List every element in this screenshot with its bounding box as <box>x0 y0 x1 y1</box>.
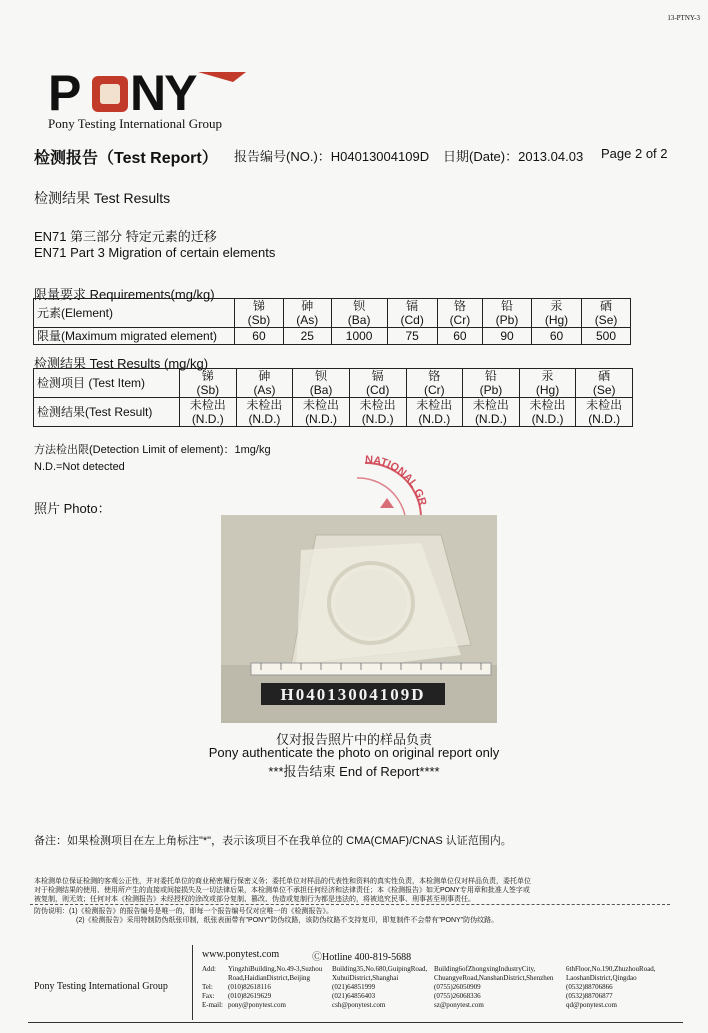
table-row <box>34 398 633 427</box>
result-cell: 未检出 (N.D.) <box>293 398 350 427</box>
sample-image <box>221 515 497 723</box>
element-cell: 硒 (Se) <box>582 299 631 328</box>
address-labels: Add: Tel: Fax: E-mail: <box>202 965 223 1009</box>
table-row <box>34 369 633 398</box>
item-cell: 汞 (Hg) <box>519 369 576 398</box>
element-cell: 锑 (Sb) <box>235 299 284 328</box>
company-name: Pony Testing International Group <box>48 116 222 131</box>
limit-cell: 1000 <box>331 328 387 345</box>
section-test-results: 检测结果 Test Results <box>34 190 171 206</box>
table-row <box>34 299 631 328</box>
anti-fake-note: 防伪说明：(1)《检测报告》的报告编号是唯一的，即每一个报告编号仅对应唯一的《检测报告》。 (2)《检测报告》采用特制防伪纸张印制，纸张表面带有"PONY"防伪纹路，该防伪纹路不支持复印，即复制件不会带有"PONY"防伪纹路。 <box>34 908 499 924</box>
copyright-icon: Ⓒ <box>312 952 322 963</box>
end-of-report: ***报告结束 End of Report**** <box>268 764 440 779</box>
requirements-table <box>33 298 631 345</box>
result-cell: 未检出 (N.D.) <box>519 398 576 427</box>
result-cell: 未检出 (N.D.) <box>236 398 293 427</box>
svg-text:NY: NY <box>130 68 196 118</box>
sample-photo <box>221 515 497 723</box>
limit-cell: 60 <box>235 328 284 345</box>
row-label: 检测结果(Test Result) <box>34 398 180 427</box>
row-label: 限量(Maximum migrated element) <box>34 328 235 345</box>
limit-cell: 500 <box>582 328 631 345</box>
limit-cell: 25 <box>283 328 331 345</box>
result-cell: 未检出 (N.D.) <box>463 398 520 427</box>
item-cell: 钡 (Ba) <box>293 369 350 398</box>
address-shanghai: Building35,No.680,GuipingRoad, XuhuiDistrict,Shanghai (021)64851999 (021)64856403 csh@ponytest.com <box>332 965 428 1009</box>
standard-cn: EN71 第三部分 特定元素的迁移 <box>34 229 217 244</box>
photo-caption-en: Pony authenticate the photo on original report only <box>208 745 500 760</box>
result-cell: 未检出 (N.D.) <box>180 398 237 427</box>
standard-en: EN71 Part 3 Migration of certain elements <box>34 245 276 260</box>
footer-bottom-line <box>28 1022 683 1023</box>
svg-text:NATIONAL GR: NATIONAL GR <box>364 453 429 508</box>
result-cell: 未检出 (N.D.) <box>349 398 406 427</box>
result-cell: 未检出 (N.D.) <box>406 398 463 427</box>
results-caption: 检测结果 Test Results (mg/kg) <box>34 356 209 371</box>
limit-cell: 90 <box>483 328 532 345</box>
remark: 备注：如果检测项目在左上角标注"*"，表示该项目不在我单位的 CMA(CMAF)/CNAS 认证范围内。 <box>34 835 512 847</box>
item-cell: 锑 (Sb) <box>180 369 237 398</box>
result-cell: 未检出 (N.D.) <box>576 398 633 427</box>
disclaimer: 本检测单位保证检测的客观公正性，并对委托单位的商业秘密履行保密义务；委托单位对样品的代表性和资料的真实性负责，本检测单位仅对样品负责，委托单位 对于检测结果的使用、使用所产生的直接或间接损失及一切法律后果，本检测单位不承担任何经济和法律责任；本《检测报告》如无PONY专用章和批准人签字或 被复制，则无效；任何对本《检测报告》未经授权的涂改或部分复制、篡改、伪造或复制行为都是违法的，将被追究民事、刑事甚至刑事责任。 <box>34 878 531 903</box>
hotline: ⒸHotline 400-819-5688 <box>312 952 412 963</box>
limit-cell: 75 <box>387 328 437 345</box>
address-shenzhen: Building6ofZhongxingIndustryCity, ChuangyeRoad,NanshanDistrict,Shenzhen (0755)26050909 (0755)26068336 sz@ponytest.com <box>434 965 554 1009</box>
report-title: 检测报告（Test Report） <box>34 150 218 167</box>
element-cell: 钡 (Ba) <box>331 299 387 328</box>
limit-cell: 60 <box>437 328 482 345</box>
divider <box>30 904 670 905</box>
page-number: Page 2 of 2 <box>601 146 668 161</box>
row-label: 检测项目 (Test Item) <box>34 369 180 398</box>
photo-caption-cn: 仅对报告照片中的样品负责 <box>275 732 432 747</box>
limit-cell: 60 <box>531 328 581 345</box>
nd-note: N.D.=Not detected <box>34 461 125 473</box>
row-label: 元素(Element) <box>34 299 235 328</box>
item-cell: 镉 (Cd) <box>349 369 406 398</box>
address-beijing: YingzhiBuilding,No.49-3,Suzhou Road,HaidianDistrict,Beijing (010)82618116 (010)82619629 pony@ponytest.com <box>228 965 323 1009</box>
address-qingdao: 6thFloor,No.190,ZhuzhouRoad, LaoshanDistrict,Qingdao (0532)88706866 (0532)88706877 qd@ponytest.com <box>566 965 656 1009</box>
detection-limit: 方法检出限(Detection Limit of element)：1mg/kg <box>34 444 271 456</box>
requirements-caption: 限量要求 Requirements(mg/kg) <box>34 287 215 302</box>
footer-divider-vertical <box>192 945 193 1020</box>
results-table <box>33 368 633 427</box>
form-code: 13-PTNY-3 <box>667 14 700 22</box>
svg-text:P: P <box>48 68 80 118</box>
element-cell: 铬 (Cr) <box>437 299 482 328</box>
item-cell: 铬 (Cr) <box>406 369 463 398</box>
photo-label: 照片 Photo： <box>34 501 111 516</box>
element-cell: 砷 (As) <box>283 299 331 328</box>
table-row <box>34 328 631 345</box>
website: www.ponytest.com <box>202 949 280 960</box>
item-cell: 硒 (Se) <box>576 369 633 398</box>
report-date: 日期(Date)：2013.04.03 <box>443 149 584 164</box>
element-cell: 铅 (Pb) <box>483 299 532 328</box>
item-cell: 砷 (As) <box>236 369 293 398</box>
element-cell: 镉 (Cd) <box>387 299 437 328</box>
photo-tag: H04013004109D <box>280 685 426 704</box>
pony-logo <box>48 68 248 118</box>
item-cell: 铅 (Pb) <box>463 369 520 398</box>
report-number: 报告编号(NO.)：H04013004109D <box>234 149 430 164</box>
footer-company: Pony Testing International Group <box>34 981 168 992</box>
element-cell: 汞 (Hg) <box>531 299 581 328</box>
